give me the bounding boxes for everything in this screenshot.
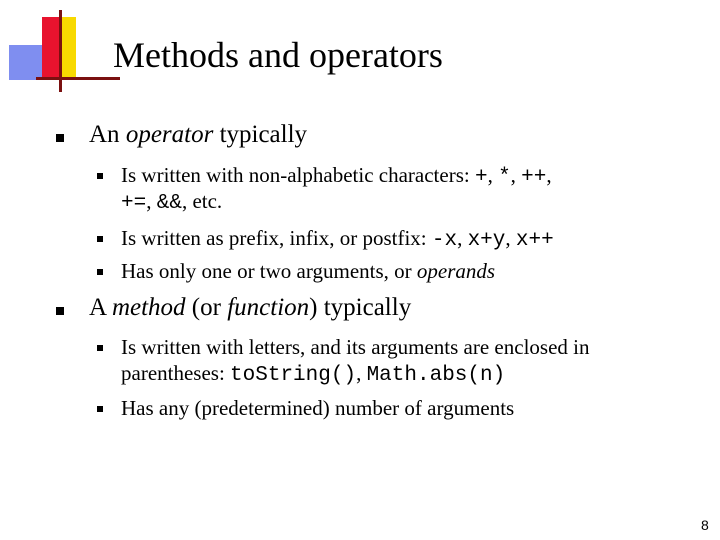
sub-bullet-text: Is written with non-alphabetic characters:	[121, 163, 475, 187]
separator: ,	[546, 163, 552, 187]
code-plus-equals: +=	[121, 192, 147, 215]
code-increment: ++	[521, 166, 547, 189]
separator: ,	[457, 226, 468, 250]
code-postfix: x++	[515, 229, 554, 252]
logo-red-square-lower	[42, 45, 59, 80]
emphasis-function: function	[227, 294, 310, 321]
separator: ,	[505, 226, 516, 250]
code-plus: +	[474, 166, 488, 189]
code-tostring: toString()	[230, 364, 357, 387]
code-math-abs: Math.abs(n)	[366, 364, 506, 387]
sub-bullet-marker	[97, 173, 103, 179]
code-star: *	[498, 166, 511, 189]
bullet-text: ) typically	[309, 294, 412, 321]
sub-bullet-letters-line1	[121, 335, 590, 360]
sub-bullet-arguments	[121, 259, 495, 284]
sub-bullet-marker	[97, 345, 103, 351]
page-number: 8	[701, 517, 709, 533]
logo-blue-square	[9, 45, 42, 80]
bullet-marker	[56, 134, 64, 142]
separator: ,	[356, 361, 367, 385]
bullet-text: (or	[185, 294, 228, 321]
sub-bullet-nonalpha-line1	[121, 163, 552, 190]
sub-bullet-text: Has any (predetermined) number of arguments	[121, 396, 515, 420]
slide-logo-decoration	[0, 0, 120, 110]
sub-bullet-prefix-infix-postfix	[121, 226, 554, 253]
bullet-emphasis: operator	[125, 121, 214, 148]
separator: ,	[510, 163, 522, 187]
emphasis-operands: operands	[416, 259, 496, 283]
sub-bullet-number-of-arguments	[121, 396, 514, 421]
code-prefix: -x	[431, 229, 458, 252]
bullet-marker	[56, 307, 64, 315]
sub-bullet-text: Is written with letters, and its arguments are enclosed in	[121, 335, 590, 359]
sub-bullet-letters-line2	[121, 361, 505, 388]
bullet-operator	[89, 121, 307, 149]
sub-bullet-marker	[97, 269, 103, 275]
sub-bullet-marker	[97, 236, 103, 242]
emphasis-method: method	[111, 294, 186, 321]
code-and: &&	[156, 192, 182, 215]
separator: ,	[146, 189, 157, 213]
sub-bullet-text: , etc.	[181, 189, 223, 213]
logo-red-square	[42, 17, 59, 45]
slide-title: Methods and operators	[113, 35, 443, 75]
sub-bullet-text: Has only one or two arguments, or	[121, 259, 417, 283]
bullet-text: An	[89, 121, 126, 148]
bullet-text: A	[89, 294, 112, 321]
sub-bullet-text: parentheses:	[121, 361, 231, 385]
sub-bullet-nonalpha-line2	[121, 189, 222, 216]
bullet-text: typically	[213, 121, 308, 148]
sub-bullet-text: Is written as prefix, infix, or postfix:	[121, 226, 432, 250]
logo-horizontal-line	[36, 77, 120, 80]
separator: ,	[487, 163, 499, 187]
code-infix: x+y	[467, 229, 506, 252]
sub-bullet-marker	[97, 406, 103, 412]
bullet-method	[89, 294, 411, 322]
